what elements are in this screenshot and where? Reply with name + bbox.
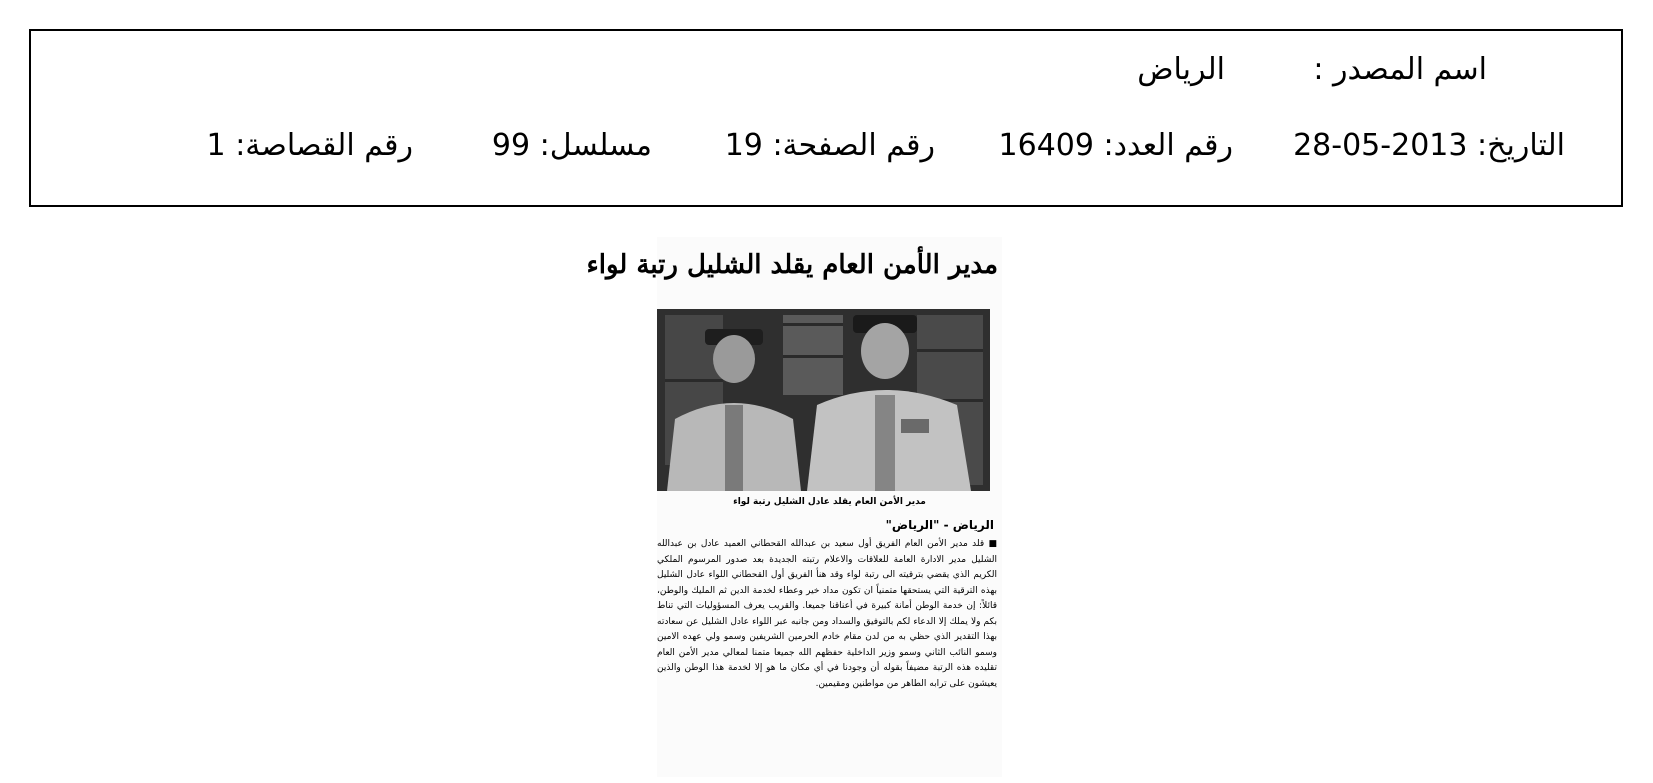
source-label: اسم المصدر : bbox=[1313, 52, 1487, 87]
article-body bbox=[657, 537, 997, 692]
page-field bbox=[725, 128, 935, 164]
serial-label: مسلسل: bbox=[539, 128, 652, 163]
serial-value: 99 bbox=[491, 128, 531, 163]
page-value: 19 bbox=[724, 128, 763, 163]
date-field bbox=[1293, 128, 1565, 164]
serial-field bbox=[492, 128, 652, 164]
newspaper-clipping bbox=[586, 237, 1002, 777]
article-photo-image bbox=[657, 309, 990, 491]
issue-field bbox=[999, 128, 1233, 164]
clip-number-value: 1 bbox=[206, 128, 226, 163]
article-headline: مدير الأمن العام يقلد الشليل رتبة لواء bbox=[586, 250, 998, 280]
photo-caption: مدير الأمن العام يقلد عادل الشليل رتبة لواء bbox=[733, 497, 926, 507]
clip-number-label: رقم القصاصة: bbox=[235, 128, 413, 163]
issue-label: رقم العدد: bbox=[1103, 128, 1233, 163]
page-label: رقم الصفحة: bbox=[772, 128, 935, 163]
article-photo bbox=[657, 309, 990, 491]
clip-number-field bbox=[207, 128, 413, 164]
article-body-text: ■ قلد مدير الأمن العام الفريق أول سعيد بن عبدالله القحطاني العميد عادل بن عبدالله الشليل مدير الادارة العامة للعلاقات والاعلام رتبته الجديدة بعد صدور المرسوم الملكي الكريم الذي يقضي بترقيته الى رتبة لواء وقد هنأ الفريق أول القحطاني اللواء عادل الشليل بهذه الترقية التي يستحقها متمنياً ان تكون مداد خير وعطاء لخدمة الدين ثم المليك والوطن، قائلاً: إن خدمة الوطن أمانة كبيرة في أعناقنا جميعا. والقريب يعرف المسؤوليات التي تناط بكم ولا يملك إلا الدعاء لكم بالتوفيق والسداد ومن جانبه عبر اللواء عادل الشليل عن سعادته بهذا التقدير الذي حظي به من لدن مقام خادم الحرمين الشريفين وسمو ولي عهده الامين وسمو النائب الثاني وسمو وزير الداخلية حفظهم الله جميعا متمنا لمعالي مدير الأمن العام تقليده هذه الرتبة مضيفاً بقوله أن وجودنا في أي مكان ما هو إلا لخدمة هذا الوطن والذين يعيشون على ترابه الطاهر من مواطنين ومقيمين. bbox=[657, 539, 997, 689]
issue-value: 16409 bbox=[998, 128, 1094, 163]
article-dateline: الرياض - "الرياض" bbox=[885, 518, 994, 532]
date-label: التاريخ: bbox=[1477, 128, 1565, 163]
source-value: الرياض bbox=[1137, 52, 1225, 87]
date-value: 2013-05-28 bbox=[1293, 128, 1468, 163]
